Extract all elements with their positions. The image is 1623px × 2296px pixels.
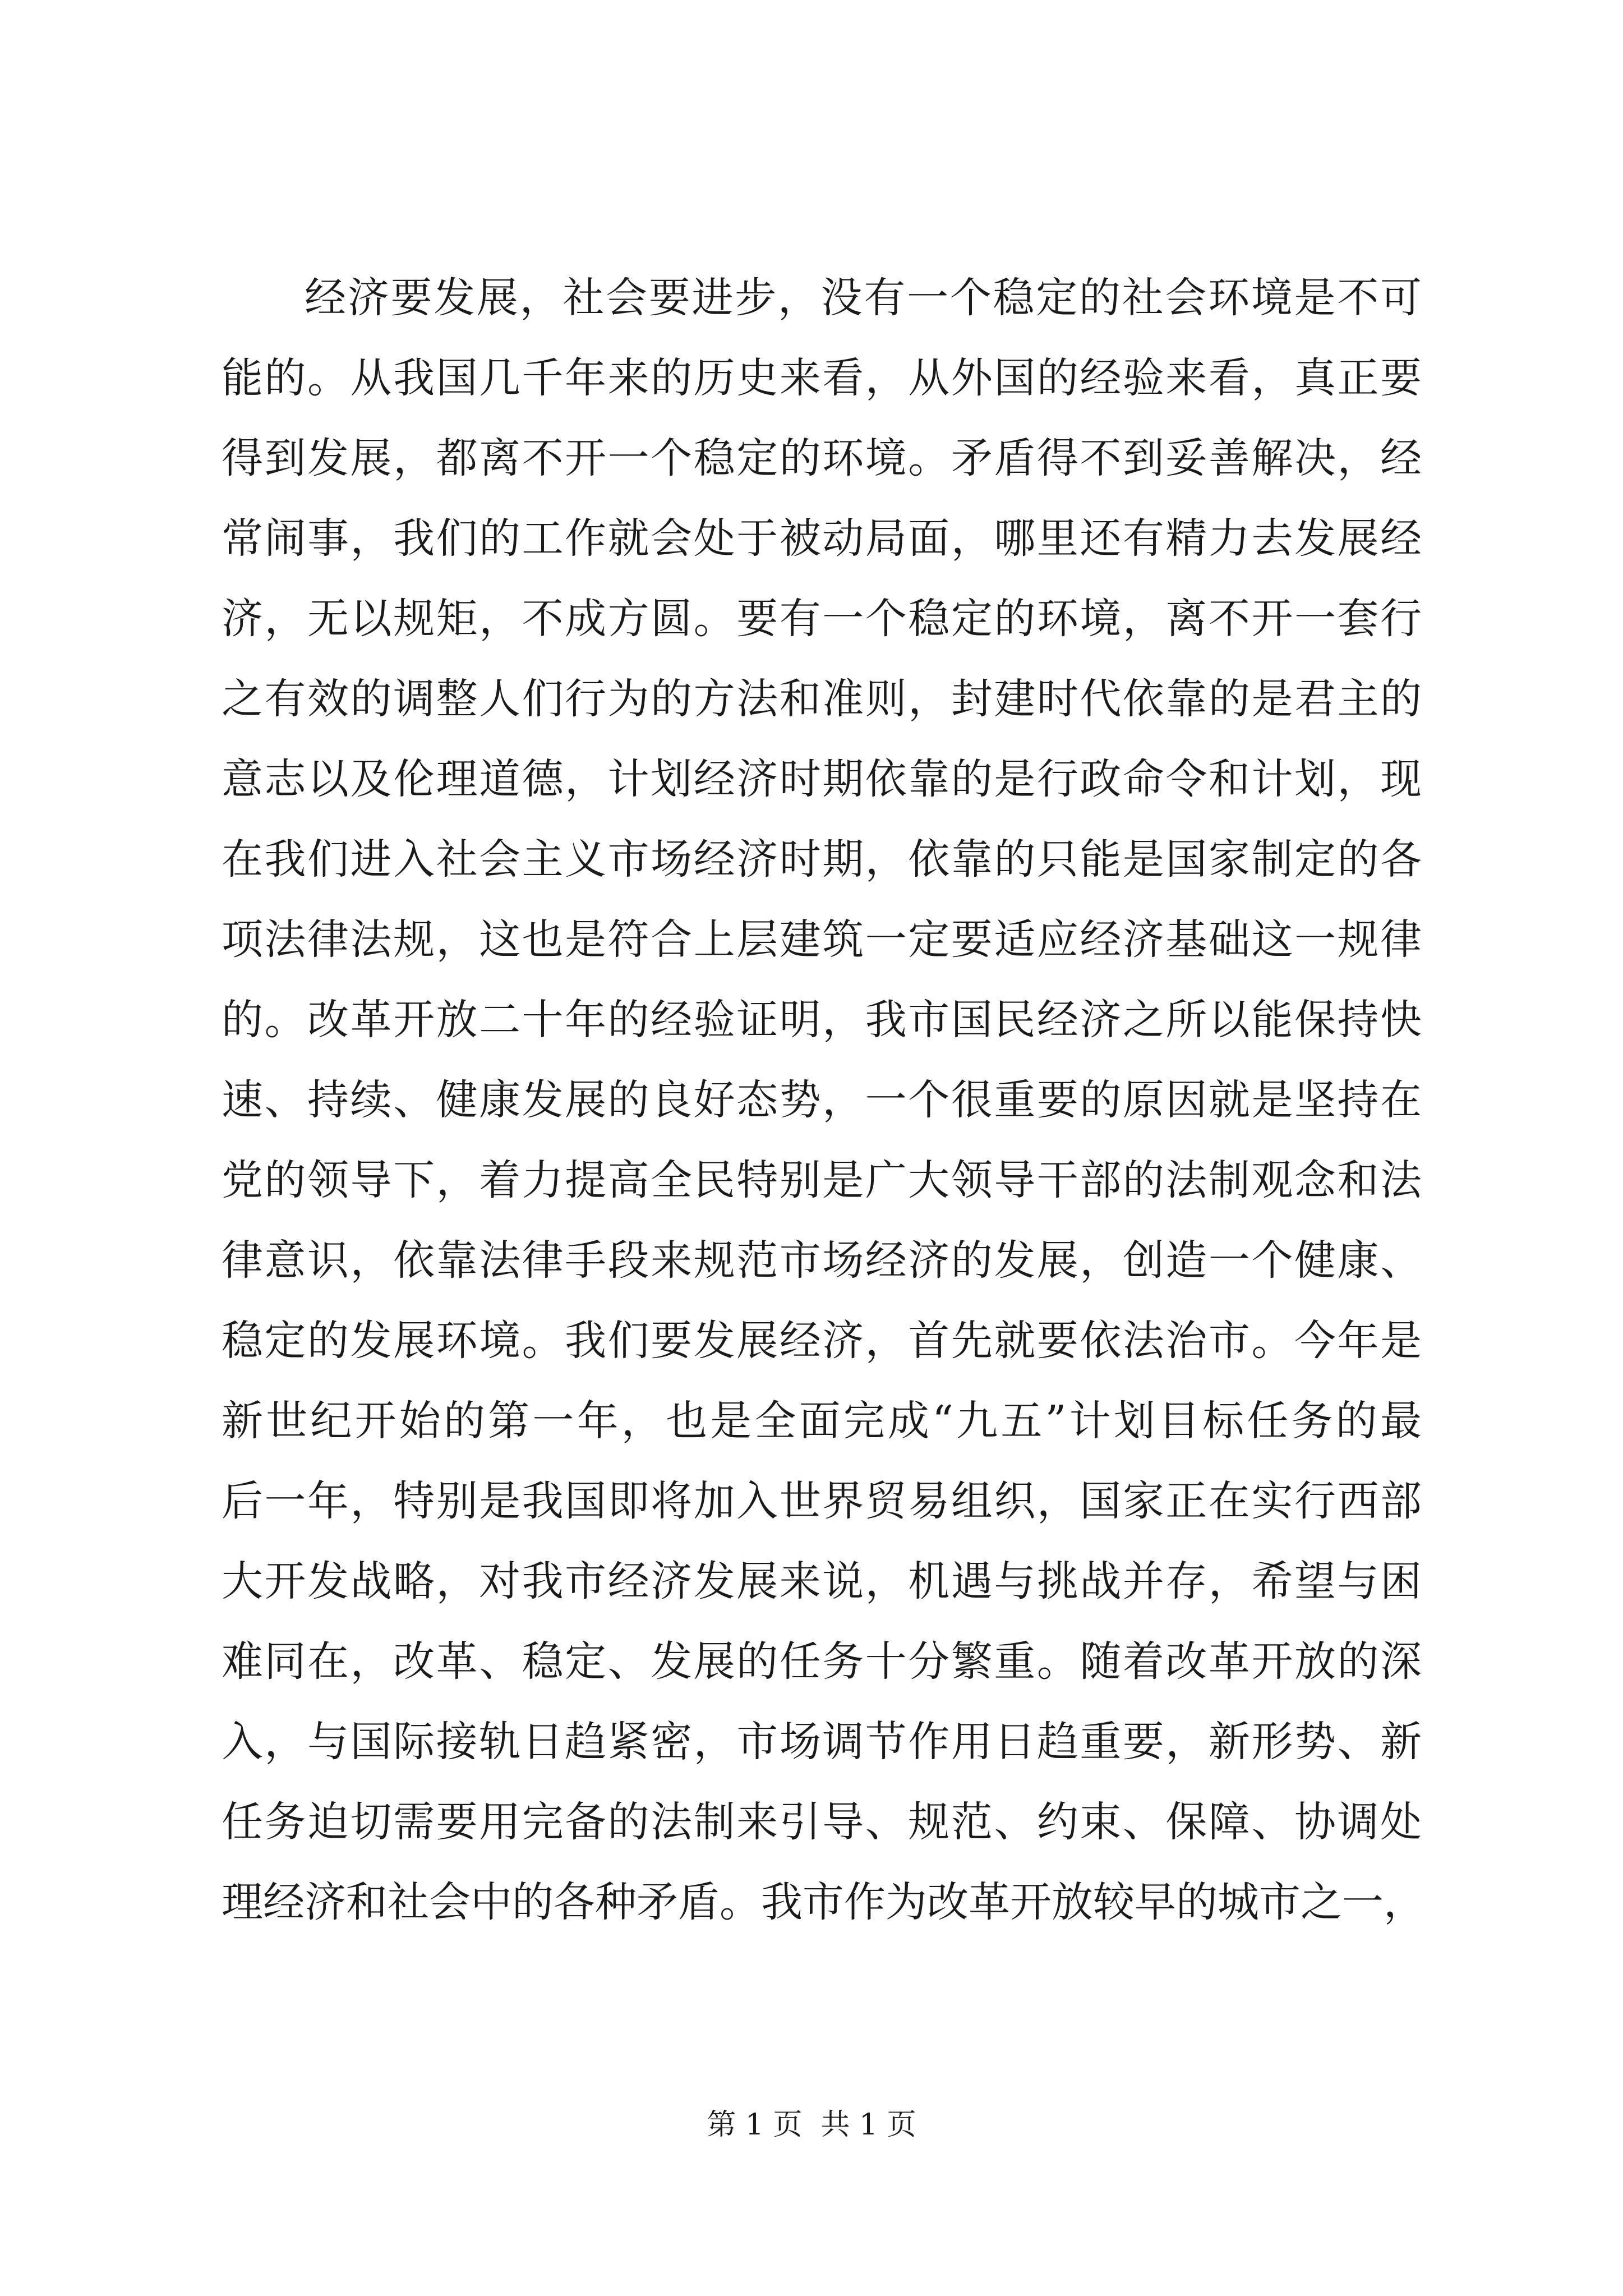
paragraph-line: 新世纪开始的第一年，也是全面完成“九五”计划目标任务的最 bbox=[222, 1397, 1422, 1445]
paragraph-line: 得到发展，都离不开一个稳定的环境。矛盾得不到妥善解决，经 bbox=[222, 434, 1422, 482]
paragraph-line: 之有效的调整人们行为的方法和准则，封建时代依靠的是君主的 bbox=[222, 675, 1422, 723]
paragraph-line: 难同在，改革、稳定、发展的任务十分繁重。随着改革开放的深 bbox=[222, 1637, 1422, 1686]
paragraph-line: 稳定的发展环境。我们要发展经济，首先就要依法治市。今年是 bbox=[222, 1317, 1422, 1365]
paragraph-line: 律意识，依靠法律手段来规范市场经济的发展，创造一个健康、 bbox=[222, 1236, 1422, 1285]
paragraph-line: 在我们进入社会主义市场经济时期，依靠的只能是国家制定的各 bbox=[222, 835, 1422, 884]
paragraph-line: 的。改革开放二十年的经验证明，我市国民经济之所以能保持快 bbox=[222, 996, 1422, 1044]
paragraph-line: 速、持续、健康发展的良好态势，一个很重要的原因就是坚持在 bbox=[222, 1076, 1422, 1124]
paragraph-line: 大开发战略，对我市经济发展来说，机遇与挑战并存，希望与困 bbox=[222, 1557, 1422, 1605]
paragraph-line: 常闹事，我们的工作就会处于被动局面，哪里还有精力去发展经 bbox=[222, 514, 1422, 563]
paragraph-line: 经济要发展，社会要进步，没有一个稳定的社会环境是不可 bbox=[305, 274, 1422, 322]
paragraph-line: 济，无以规矩，不成方圆。要有一个稳定的环境，离不开一套行 bbox=[222, 595, 1422, 643]
paragraph-line: 后一年，特别是我国即将加入世界贸易组织，国家正在实行西部 bbox=[222, 1477, 1422, 1525]
paragraph-line: 入，与国际接轨日趋紧密，市场调节作用日趋重要，新形势、新 bbox=[222, 1718, 1422, 1766]
paragraph-line: 任务迫切需要用完备的法制来引导、规范、约束、保障、协调处 bbox=[222, 1798, 1422, 1846]
body-paragraph bbox=[222, 258, 1425, 1943]
paragraph-line: 理经济和社会中的各种矛盾。我市作为改革开放较早的城市之一， bbox=[222, 1878, 1425, 1926]
paragraph-line: 意志以及伦理道德，计划经济时期依靠的是行政命令和计划，现 bbox=[222, 755, 1422, 803]
paragraph-line: 党的领导下，着力提高全民特别是广大领导干部的法制观念和法 bbox=[222, 1156, 1422, 1204]
paragraph-line: 项法律法规，这也是符合上层建筑一定要适应经济基础这一规律 bbox=[222, 915, 1422, 964]
page-number-footer: 第 1 页 共 1 页 bbox=[707, 2108, 916, 2142]
paragraph-line: 能的。从我国几千年来的历史来看，从外国的经验来看，真正要 bbox=[222, 354, 1422, 402]
